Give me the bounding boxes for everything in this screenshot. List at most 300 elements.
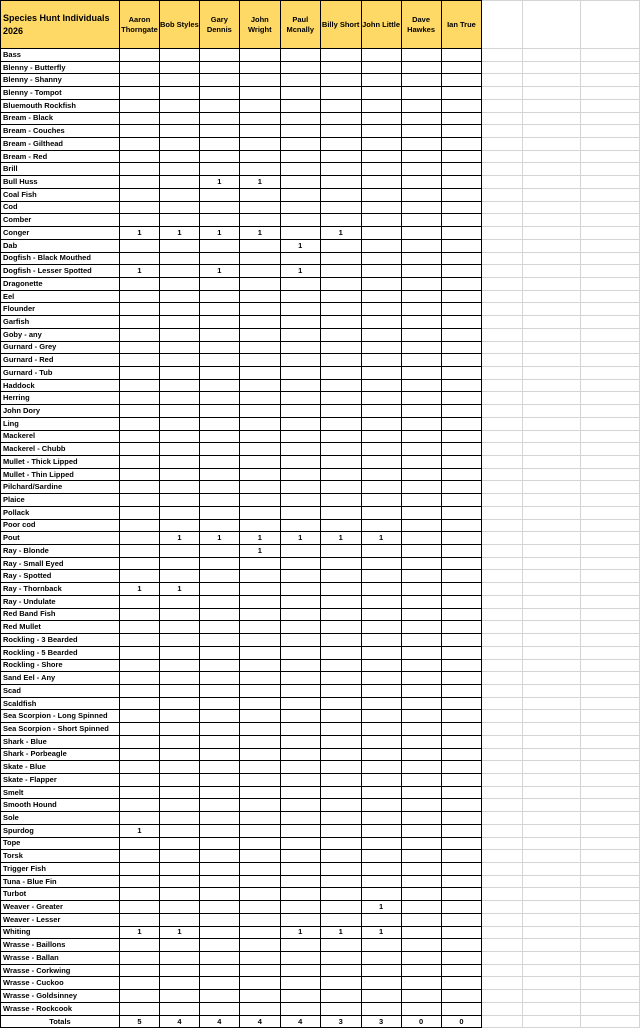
catch-cell[interactable] xyxy=(119,863,159,876)
empty-cell[interactable] xyxy=(581,405,640,418)
catch-cell[interactable] xyxy=(280,61,320,74)
catch-cell[interactable] xyxy=(280,303,320,316)
catch-cell[interactable] xyxy=(199,201,239,214)
empty-cell[interactable] xyxy=(523,316,581,329)
catch-cell[interactable] xyxy=(441,545,482,558)
catch-cell[interactable] xyxy=(280,481,320,494)
catch-cell[interactable] xyxy=(280,595,320,608)
catch-cell[interactable] xyxy=(441,290,482,303)
catch-cell[interactable] xyxy=(159,188,199,201)
catch-cell[interactable] xyxy=(239,303,280,316)
catch-cell[interactable] xyxy=(159,74,199,87)
catch-cell[interactable] xyxy=(441,557,482,570)
catch-cell[interactable] xyxy=(280,99,320,112)
catch-cell[interactable] xyxy=(239,812,280,825)
empty-cell[interactable] xyxy=(523,786,581,799)
empty-cell[interactable] xyxy=(482,595,523,608)
catch-cell[interactable] xyxy=(119,799,159,812)
catch-cell[interactable] xyxy=(401,405,441,418)
catch-cell[interactable] xyxy=(239,697,280,710)
total-cell[interactable]: 4 xyxy=(239,1015,280,1028)
catch-cell[interactable] xyxy=(401,430,441,443)
catch-cell[interactable] xyxy=(159,150,199,163)
catch-cell[interactable] xyxy=(401,837,441,850)
catch-cell[interactable] xyxy=(119,939,159,952)
species-name-cell[interactable]: Wrasse - Cuckoo xyxy=(1,977,120,990)
empty-cell[interactable] xyxy=(581,61,640,74)
catch-cell[interactable] xyxy=(119,239,159,252)
catch-cell[interactable] xyxy=(320,74,361,87)
catch-cell[interactable] xyxy=(361,684,401,697)
catch-cell[interactable] xyxy=(401,557,441,570)
catch-cell[interactable] xyxy=(199,697,239,710)
catch-cell[interactable] xyxy=(441,49,482,62)
empty-cell[interactable] xyxy=(482,405,523,418)
catch-cell[interactable] xyxy=(361,557,401,570)
catch-cell[interactable] xyxy=(159,659,199,672)
catch-cell[interactable] xyxy=(280,392,320,405)
catch-cell[interactable] xyxy=(361,545,401,558)
catch-cell[interactable] xyxy=(159,634,199,647)
catch-cell[interactable]: 1 xyxy=(199,532,239,545)
catch-cell[interactable] xyxy=(441,723,482,736)
catch-cell[interactable] xyxy=(441,672,482,685)
species-name-cell[interactable]: Cod xyxy=(1,201,120,214)
empty-cell[interactable] xyxy=(523,176,581,189)
catch-cell[interactable] xyxy=(159,863,199,876)
catch-cell[interactable] xyxy=(239,952,280,965)
empty-cell[interactable] xyxy=(581,583,640,596)
catch-cell[interactable] xyxy=(159,138,199,151)
empty-cell[interactable] xyxy=(482,888,523,901)
catch-cell[interactable] xyxy=(280,646,320,659)
empty-cell[interactable] xyxy=(523,430,581,443)
participant-header[interactable]: John Wright xyxy=(239,1,280,49)
catch-cell[interactable] xyxy=(320,163,361,176)
catch-cell[interactable] xyxy=(401,366,441,379)
catch-cell[interactable] xyxy=(159,366,199,379)
catch-cell[interactable] xyxy=(320,379,361,392)
empty-cell[interactable] xyxy=(581,494,640,507)
catch-cell[interactable] xyxy=(320,443,361,456)
catch-cell[interactable] xyxy=(441,595,482,608)
catch-cell[interactable] xyxy=(119,977,159,990)
catch-cell[interactable] xyxy=(199,735,239,748)
species-name-cell[interactable]: Red Band Fish xyxy=(1,608,120,621)
empty-cell[interactable] xyxy=(581,723,640,736)
catch-cell[interactable] xyxy=(361,163,401,176)
catch-cell[interactable] xyxy=(401,850,441,863)
catch-cell[interactable] xyxy=(401,176,441,189)
empty-cell[interactable] xyxy=(581,150,640,163)
catch-cell[interactable] xyxy=(320,506,361,519)
catch-cell[interactable] xyxy=(280,417,320,430)
empty-cell[interactable] xyxy=(482,163,523,176)
participant-header[interactable]: Gary Dennis xyxy=(199,1,239,49)
catch-cell[interactable] xyxy=(441,277,482,290)
catch-cell[interactable]: 1 xyxy=(119,583,159,596)
species-name-cell[interactable]: Ling xyxy=(1,417,120,430)
catch-cell[interactable] xyxy=(320,456,361,469)
catch-cell[interactable] xyxy=(199,494,239,507)
catch-cell[interactable] xyxy=(401,621,441,634)
catch-cell[interactable] xyxy=(119,875,159,888)
species-name-cell[interactable]: Mackerel - Chubb xyxy=(1,443,120,456)
catch-cell[interactable] xyxy=(159,570,199,583)
catch-cell[interactable] xyxy=(159,672,199,685)
species-name-cell[interactable]: Eel xyxy=(1,290,120,303)
catch-cell[interactable] xyxy=(441,799,482,812)
catch-cell[interactable] xyxy=(159,901,199,914)
catch-cell[interactable] xyxy=(320,697,361,710)
catch-cell[interactable] xyxy=(159,595,199,608)
catch-cell[interactable] xyxy=(401,735,441,748)
catch-cell[interactable] xyxy=(320,49,361,62)
empty-cell[interactable] xyxy=(523,150,581,163)
empty-cell[interactable] xyxy=(523,557,581,570)
catch-cell[interactable] xyxy=(199,913,239,926)
empty-cell[interactable] xyxy=(581,303,640,316)
catch-cell[interactable] xyxy=(401,723,441,736)
empty-cell[interactable] xyxy=(482,227,523,240)
catch-cell[interactable] xyxy=(361,659,401,672)
catch-cell[interactable] xyxy=(119,532,159,545)
catch-cell[interactable] xyxy=(239,761,280,774)
catch-cell[interactable] xyxy=(159,176,199,189)
empty-cell[interactable] xyxy=(482,786,523,799)
empty-cell[interactable] xyxy=(523,799,581,812)
catch-cell[interactable] xyxy=(441,201,482,214)
species-name-cell[interactable]: Ray - Undulate xyxy=(1,595,120,608)
empty-cell[interactable] xyxy=(482,570,523,583)
catch-cell[interactable] xyxy=(441,570,482,583)
catch-cell[interactable] xyxy=(280,494,320,507)
catch-cell[interactable] xyxy=(361,112,401,125)
species-name-cell[interactable]: Sea Scorpion - Short Spinned xyxy=(1,723,120,736)
species-name-cell[interactable]: Conger xyxy=(1,227,120,240)
catch-cell[interactable] xyxy=(119,723,159,736)
empty-cell[interactable] xyxy=(482,417,523,430)
catch-cell[interactable] xyxy=(199,468,239,481)
catch-cell[interactable] xyxy=(441,163,482,176)
catch-cell[interactable] xyxy=(280,850,320,863)
catch-cell[interactable] xyxy=(320,672,361,685)
empty-cell[interactable] xyxy=(581,608,640,621)
catch-cell[interactable] xyxy=(239,138,280,151)
catch-cell[interactable] xyxy=(361,812,401,825)
catch-cell[interactable] xyxy=(159,888,199,901)
catch-cell[interactable] xyxy=(159,494,199,507)
catch-cell[interactable] xyxy=(239,939,280,952)
catch-cell[interactable] xyxy=(320,659,361,672)
catch-cell[interactable] xyxy=(441,964,482,977)
catch-cell[interactable] xyxy=(159,265,199,278)
catch-cell[interactable] xyxy=(119,303,159,316)
catch-cell[interactable] xyxy=(159,735,199,748)
catch-cell[interactable] xyxy=(199,646,239,659)
catch-cell[interactable] xyxy=(361,952,401,965)
catch-cell[interactable] xyxy=(401,468,441,481)
catch-cell[interactable] xyxy=(199,608,239,621)
catch-cell[interactable] xyxy=(280,290,320,303)
empty-cell[interactable] xyxy=(482,684,523,697)
catch-cell[interactable] xyxy=(401,583,441,596)
catch-cell[interactable] xyxy=(441,61,482,74)
empty-cell[interactable] xyxy=(581,672,640,685)
catch-cell[interactable] xyxy=(361,939,401,952)
catch-cell[interactable] xyxy=(199,786,239,799)
catch-cell[interactable] xyxy=(159,850,199,863)
catch-cell[interactable] xyxy=(199,990,239,1003)
catch-cell[interactable] xyxy=(199,354,239,367)
catch-cell[interactable] xyxy=(361,735,401,748)
catch-cell[interactable] xyxy=(239,608,280,621)
catch-cell[interactable] xyxy=(119,710,159,723)
catch-cell[interactable] xyxy=(239,723,280,736)
catch-cell[interactable] xyxy=(280,227,320,240)
empty-cell[interactable] xyxy=(523,723,581,736)
empty-cell[interactable] xyxy=(482,1015,523,1028)
catch-cell[interactable] xyxy=(119,786,159,799)
empty-cell[interactable] xyxy=(482,214,523,227)
catch-cell[interactable] xyxy=(119,468,159,481)
species-name-cell[interactable]: Wrasse - Goldsinney xyxy=(1,990,120,1003)
empty-cell[interactable] xyxy=(523,837,581,850)
catch-cell[interactable] xyxy=(441,532,482,545)
catch-cell[interactable] xyxy=(401,608,441,621)
catch-cell[interactable] xyxy=(441,316,482,329)
empty-cell[interactable] xyxy=(581,570,640,583)
empty-cell[interactable] xyxy=(482,354,523,367)
catch-cell[interactable] xyxy=(280,316,320,329)
catch-cell[interactable] xyxy=(320,875,361,888)
catch-cell[interactable] xyxy=(401,214,441,227)
catch-cell[interactable] xyxy=(280,621,320,634)
catch-cell[interactable] xyxy=(159,684,199,697)
species-name-cell[interactable]: Flounder xyxy=(1,303,120,316)
empty-cell[interactable] xyxy=(523,188,581,201)
catch-cell[interactable] xyxy=(239,786,280,799)
empty-cell[interactable] xyxy=(581,290,640,303)
catch-cell[interactable] xyxy=(361,583,401,596)
catch-cell[interactable] xyxy=(441,214,482,227)
catch-cell[interactable] xyxy=(239,214,280,227)
species-name-cell[interactable]: Mackerel xyxy=(1,430,120,443)
empty-cell[interactable] xyxy=(581,481,640,494)
catch-cell[interactable] xyxy=(239,366,280,379)
catch-cell[interactable] xyxy=(361,506,401,519)
catch-cell[interactable] xyxy=(159,723,199,736)
empty-cell[interactable] xyxy=(581,773,640,786)
catch-cell[interactable] xyxy=(280,875,320,888)
empty-cell[interactable] xyxy=(581,557,640,570)
catch-cell[interactable] xyxy=(119,952,159,965)
catch-cell[interactable] xyxy=(401,201,441,214)
catch-cell[interactable] xyxy=(119,659,159,672)
catch-cell[interactable] xyxy=(239,1002,280,1015)
catch-cell[interactable]: 1 xyxy=(239,545,280,558)
empty-cell[interactable] xyxy=(482,952,523,965)
catch-cell[interactable] xyxy=(441,112,482,125)
species-name-cell[interactable]: Blenny - Tompot xyxy=(1,87,120,100)
catch-cell[interactable] xyxy=(119,392,159,405)
catch-cell[interactable] xyxy=(441,176,482,189)
catch-cell[interactable] xyxy=(401,532,441,545)
catch-cell[interactable] xyxy=(199,328,239,341)
empty-cell[interactable] xyxy=(581,621,640,634)
empty-cell[interactable] xyxy=(523,456,581,469)
species-name-cell[interactable]: Pout xyxy=(1,532,120,545)
catch-cell[interactable] xyxy=(119,316,159,329)
catch-cell[interactable] xyxy=(239,799,280,812)
catch-cell[interactable] xyxy=(361,316,401,329)
catch-cell[interactable] xyxy=(199,875,239,888)
empty-cell[interactable] xyxy=(581,354,640,367)
catch-cell[interactable] xyxy=(320,812,361,825)
empty-cell[interactable] xyxy=(581,786,640,799)
catch-cell[interactable] xyxy=(199,138,239,151)
catch-cell[interactable]: 1 xyxy=(199,176,239,189)
catch-cell[interactable] xyxy=(320,519,361,532)
catch-cell[interactable] xyxy=(441,519,482,532)
catch-cell[interactable] xyxy=(239,824,280,837)
empty-cell[interactable] xyxy=(482,481,523,494)
catch-cell[interactable] xyxy=(361,341,401,354)
catch-cell[interactable] xyxy=(320,634,361,647)
catch-cell[interactable] xyxy=(441,850,482,863)
empty-cell[interactable] xyxy=(482,913,523,926)
empty-cell[interactable] xyxy=(482,379,523,392)
catch-cell[interactable] xyxy=(119,150,159,163)
species-name-cell[interactable]: Bream - Couches xyxy=(1,125,120,138)
empty-cell[interactable] xyxy=(523,74,581,87)
catch-cell[interactable] xyxy=(119,621,159,634)
total-cell[interactable]: 5 xyxy=(119,1015,159,1028)
catch-cell[interactable] xyxy=(320,481,361,494)
empty-cell[interactable] xyxy=(581,977,640,990)
catch-cell[interactable] xyxy=(239,913,280,926)
empty-cell[interactable] xyxy=(523,214,581,227)
catch-cell[interactable] xyxy=(401,926,441,939)
catch-cell[interactable] xyxy=(239,850,280,863)
catch-cell[interactable] xyxy=(441,926,482,939)
catch-cell[interactable] xyxy=(441,710,482,723)
catch-cell[interactable] xyxy=(119,188,159,201)
catch-cell[interactable] xyxy=(441,659,482,672)
catch-cell[interactable] xyxy=(239,519,280,532)
catch-cell[interactable] xyxy=(401,443,441,456)
empty-cell[interactable] xyxy=(523,354,581,367)
catch-cell[interactable] xyxy=(320,646,361,659)
catch-cell[interactable]: 1 xyxy=(159,926,199,939)
empty-cell[interactable] xyxy=(523,773,581,786)
empty-cell[interactable] xyxy=(581,646,640,659)
catch-cell[interactable]: 1 xyxy=(119,926,159,939)
catch-cell[interactable] xyxy=(280,837,320,850)
catch-cell[interactable] xyxy=(280,354,320,367)
catch-cell[interactable] xyxy=(361,710,401,723)
empty-cell[interactable] xyxy=(581,125,640,138)
catch-cell[interactable] xyxy=(320,494,361,507)
species-name-cell[interactable]: Smelt xyxy=(1,786,120,799)
catch-cell[interactable] xyxy=(280,328,320,341)
catch-cell[interactable] xyxy=(361,570,401,583)
empty-cell[interactable] xyxy=(482,557,523,570)
catch-cell[interactable] xyxy=(441,328,482,341)
catch-cell[interactable] xyxy=(441,239,482,252)
catch-cell[interactable] xyxy=(320,723,361,736)
empty-cell[interactable] xyxy=(523,201,581,214)
empty-cell[interactable] xyxy=(523,646,581,659)
catch-cell[interactable] xyxy=(361,87,401,100)
catch-cell[interactable] xyxy=(199,723,239,736)
catch-cell[interactable] xyxy=(320,239,361,252)
catch-cell[interactable] xyxy=(401,290,441,303)
catch-cell[interactable] xyxy=(199,61,239,74)
catch-cell[interactable] xyxy=(119,748,159,761)
species-name-cell[interactable]: Bream - Black xyxy=(1,112,120,125)
catch-cell[interactable] xyxy=(441,87,482,100)
catch-cell[interactable] xyxy=(401,163,441,176)
catch-cell[interactable] xyxy=(320,188,361,201)
catch-cell[interactable]: 1 xyxy=(119,227,159,240)
empty-cell[interactable] xyxy=(581,595,640,608)
empty-cell[interactable] xyxy=(482,74,523,87)
catch-cell[interactable] xyxy=(280,735,320,748)
catch-cell[interactable] xyxy=(361,303,401,316)
catch-cell[interactable] xyxy=(320,252,361,265)
empty-cell[interactable] xyxy=(482,710,523,723)
catch-cell[interactable] xyxy=(119,214,159,227)
catch-cell[interactable] xyxy=(401,646,441,659)
empty-cell[interactable] xyxy=(581,824,640,837)
catch-cell[interactable] xyxy=(361,468,401,481)
catch-cell[interactable] xyxy=(280,684,320,697)
catch-cell[interactable] xyxy=(280,456,320,469)
catch-cell[interactable] xyxy=(361,354,401,367)
empty-cell[interactable] xyxy=(482,303,523,316)
catch-cell[interactable] xyxy=(441,773,482,786)
catch-cell[interactable] xyxy=(199,684,239,697)
empty-cell[interactable] xyxy=(581,519,640,532)
empty-cell[interactable] xyxy=(581,850,640,863)
catch-cell[interactable] xyxy=(199,952,239,965)
empty-cell[interactable] xyxy=(482,494,523,507)
empty-cell[interactable] xyxy=(523,303,581,316)
catch-cell[interactable] xyxy=(320,316,361,329)
empty-cell[interactable] xyxy=(482,188,523,201)
catch-cell[interactable] xyxy=(320,570,361,583)
catch-cell[interactable] xyxy=(199,163,239,176)
catch-cell[interactable] xyxy=(320,290,361,303)
empty-cell[interactable] xyxy=(581,468,640,481)
catch-cell[interactable] xyxy=(280,443,320,456)
catch-cell[interactable] xyxy=(199,761,239,774)
empty-cell[interactable] xyxy=(482,608,523,621)
catch-cell[interactable] xyxy=(320,138,361,151)
catch-cell[interactable] xyxy=(199,481,239,494)
catch-cell[interactable] xyxy=(199,964,239,977)
catch-cell[interactable] xyxy=(401,697,441,710)
catch-cell[interactable] xyxy=(119,964,159,977)
catch-cell[interactable]: 1 xyxy=(119,824,159,837)
catch-cell[interactable] xyxy=(119,201,159,214)
catch-cell[interactable] xyxy=(199,812,239,825)
catch-cell[interactable] xyxy=(361,621,401,634)
catch-cell[interactable] xyxy=(199,87,239,100)
catch-cell[interactable] xyxy=(280,405,320,418)
catch-cell[interactable] xyxy=(159,239,199,252)
